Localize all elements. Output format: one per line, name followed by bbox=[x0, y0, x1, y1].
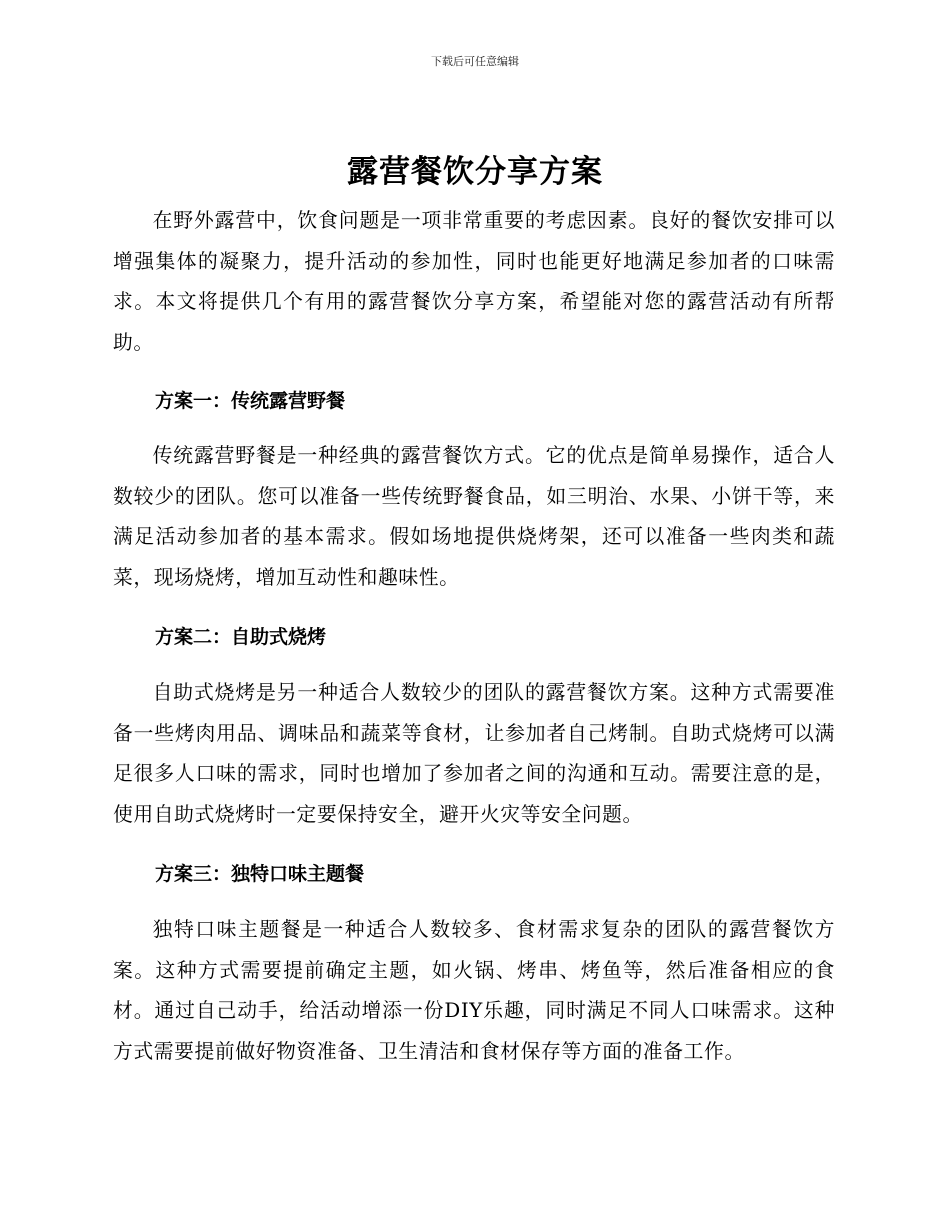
section-heading-plan-1: 方案一：传统露营野餐 bbox=[155, 390, 346, 412]
document-title: 露营餐饮分享方案 bbox=[347, 154, 603, 190]
section-body-plan-3: 独特口味主题餐是一种适合人数较多、食材需求复杂的团队的露营餐饮方案。这种方式需要提前确定主题，如火锅、烤串、烤鱼等，然后准备相应的食材。通过自己动手，给活动增添一份DIY乐趣，同时满足不同人口味需求。这种方式需要提前做好物资准备、卫生清洁和食材保存等方面的准备工作。 bbox=[113, 918, 835, 1063]
section-body-plan-1: 传统露营野餐是一种经典的露营餐饮方式。它的优点是简单易操作，适合人数较少的团队。您可以准备一些传统野餐食品，如三明治、水果、小饼干等，来满足活动参加者的基本需求。假如场地提供烧烤架，还可以准备一些肉类和蔬菜，现场烧烤，增加互动性和趣味性。 bbox=[113, 444, 835, 589]
section-heading-plan-2: 方案二：自助式烧烤 bbox=[155, 626, 327, 648]
section-body-plan-2: 自助式烧烤是另一种适合人数较少的团队的露营餐饮方案。这种方式需要准备一些烤肉用品、调味品和蔬菜等食材，让参加者自己烤制。自助式烧烤可以满足很多人口味的需求，同时也增加了参加者之间的沟通和互动。需要注意的是，使用自助式烧烤时一定要保持安全，避开火灾等安全问题。 bbox=[113, 681, 835, 826]
section-heading-plan-3: 方案三：独特口味主题餐 bbox=[155, 863, 365, 885]
intro-paragraph: 在野外露营中，饮食问题是一项非常重要的考虑因素。良好的餐饮安排可以增强集体的凝聚力，提升活动的参加性，同时也能更好地满足参加者的口味需求。本文将提供几个有用的露营餐饮分享方案，希望能对您的露营活动有所帮助。 bbox=[113, 209, 835, 354]
header-note: 下载后可任意编辑 bbox=[431, 55, 519, 68]
